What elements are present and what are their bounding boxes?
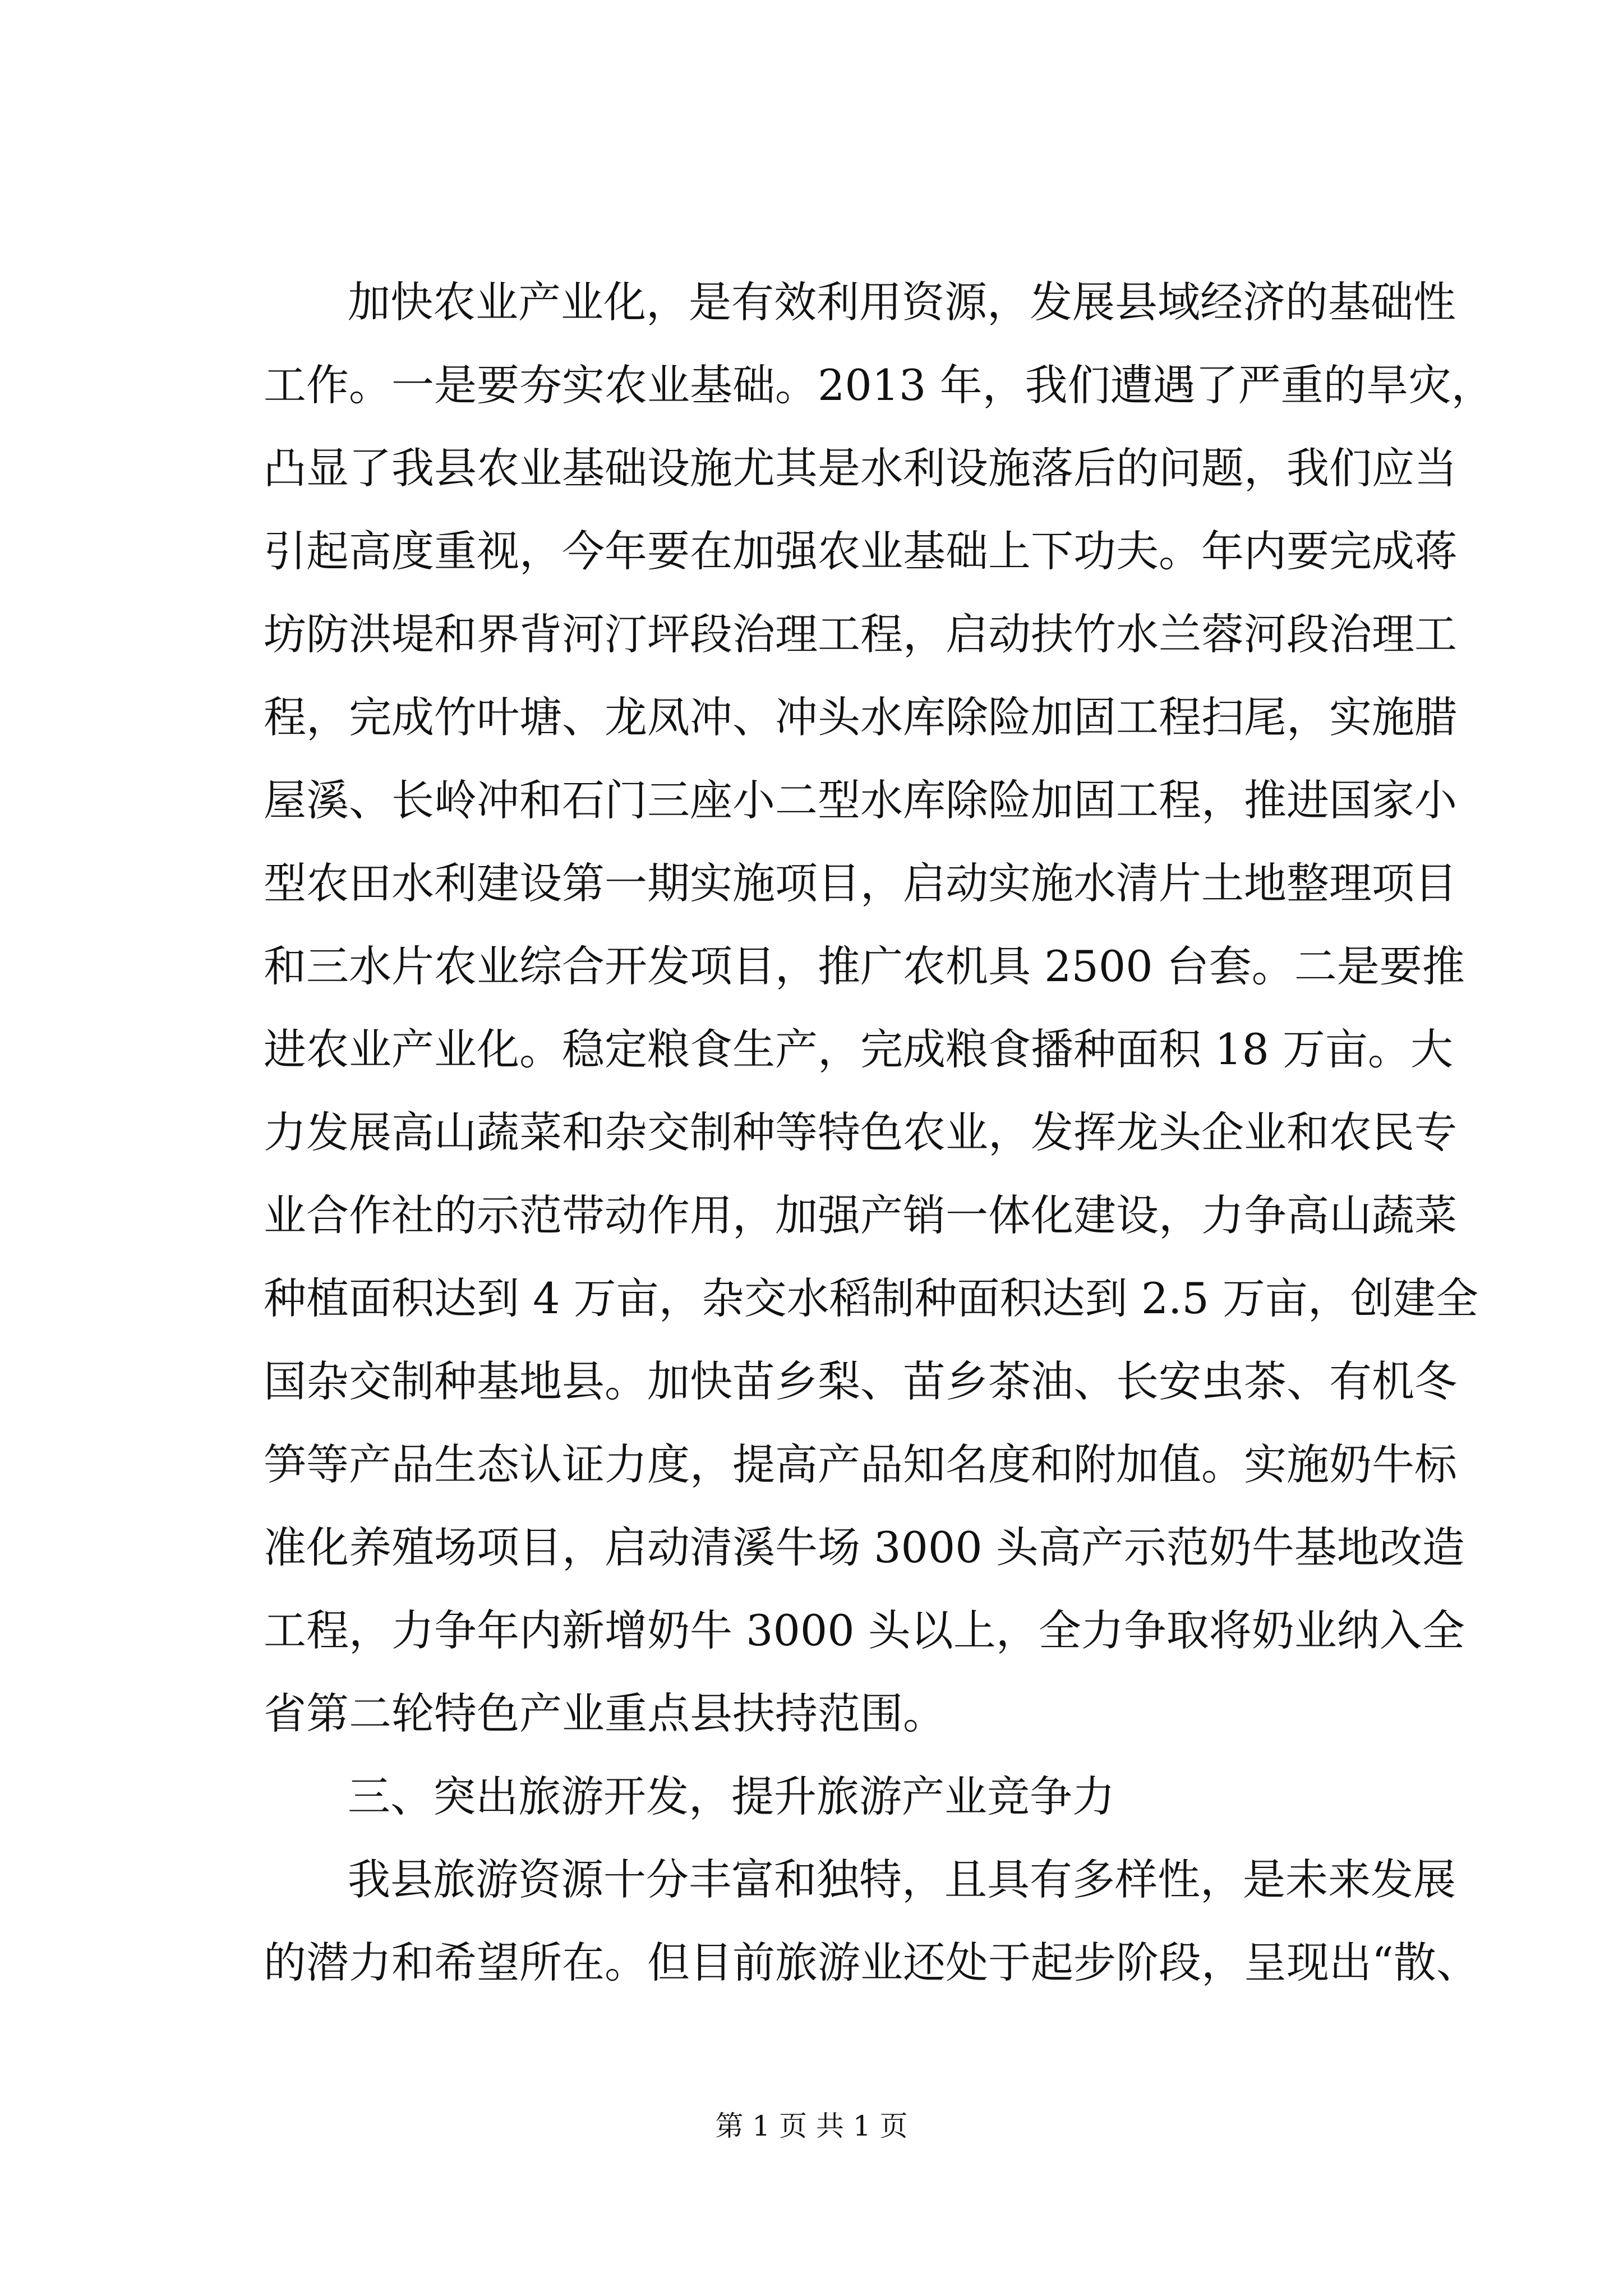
- paragraph-line: 进农业产业化。稳定粮食生产，完成粮食播种面积 18 万亩。大: [264, 1024, 1454, 1074]
- paragraph-line: 屋溪、长岭冲和石门三座小二型水库除险加固工程，推进国家小: [264, 775, 1457, 825]
- section-heading: 三、突出旅游开发，提升旅游产业竞争力: [348, 1772, 1115, 1821]
- paragraph-line: 程，完成竹叶塘、龙凤冲、冲头水库除险加固工程扫尾，实施腊: [264, 692, 1457, 742]
- paragraph-line: 力发展高山蔬菜和杂交制种等特色农业，发挥龙头企业和农民专: [264, 1107, 1457, 1157]
- paragraph-line: 笋等产品生态认证力度，提高产品知名度和附加值。实施奶牛标: [264, 1439, 1457, 1489]
- paragraph-line: 凸显了我县农业基础设施尤其是水利设施落后的问题，我们应当: [264, 443, 1457, 493]
- paragraph-line: 的潜力和希望所在。但目前旅游业还处于起步阶段，呈现出“散、: [264, 1938, 1479, 1987]
- paragraph-line: 工程，力争年内新增奶牛 3000 头以上，全力争取将奶业纳入全: [264, 1605, 1465, 1655]
- paragraph-line: 业合作社的示范带动作用，加强产销一体化建设，力争高山蔬菜: [264, 1190, 1457, 1240]
- paragraph-line: 我县旅游资源十分丰富和独特，且具有多样性，是未来发展: [348, 1855, 1456, 1904]
- paragraph-line: 和三水片农业综合开发项目，推广农机具 2500 台套。二是要推: [264, 941, 1465, 991]
- paragraph-line: 引起高度重视，今年要在加强农业基础上下功夫。年内要完成蒋: [264, 526, 1457, 576]
- paragraph-line: 工作。一是要夯实农业基础。2013 年，我们遭遇了严重的旱灾，: [264, 360, 1494, 410]
- page-footer: 第 1 页 共 1 页: [715, 2110, 908, 2142]
- document-body: [264, 261, 1494, 2004]
- paragraph-line: 种植面积达到 4 万亩，杂交水稻制种面积达到 2.5 万亩，创建全: [264, 1273, 1478, 1323]
- paragraph-line: 国杂交制种基地县。加快苗乡梨、苗乡茶油、长安虫茶、有机冬: [264, 1356, 1457, 1406]
- paragraph-line: 坊防洪堤和界背河汀坪段治理工程，启动扶竹水兰蓉河段治理工: [264, 609, 1457, 659]
- paragraph-line: 省第二轮特色产业重点县扶持范围。: [264, 1688, 946, 1738]
- paragraph-line: 准化养殖场项目，启动清溪牛场 3000 头高产示范奶牛基地改造: [264, 1522, 1465, 1572]
- paragraph-line: 加快农业产业化，是有效利用资源，发展县域经济的基础性: [348, 277, 1456, 327]
- paragraph-line: 型农田水利建设第一期实施项目，启动实施水清片土地整理项目: [264, 858, 1457, 908]
